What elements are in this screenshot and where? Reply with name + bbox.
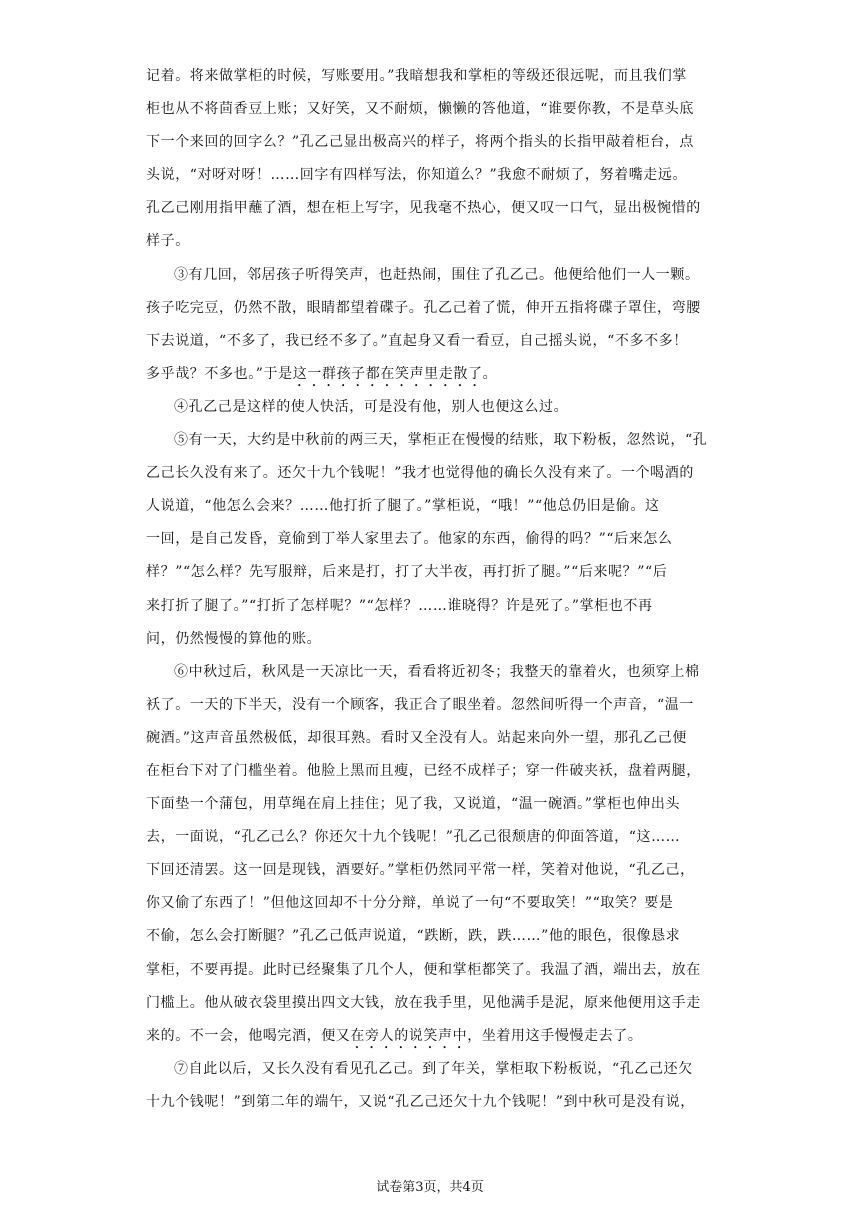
text-span: 多乎哉？不多也。”于是 [146, 365, 293, 382]
text-line: 问，仍然慢慢的算他的账。 [146, 630, 322, 647]
text-span: 。 [482, 365, 498, 382]
paragraph-5-start: ⑤有一天，大约是中秋前的两三天，掌柜正在慢慢的结账，取下粉板，忽然说，“孔 [174, 432, 708, 449]
text-line: 乙己长久没有来了。还欠十九个钱呢！”我才也觉得他的确长久没有来了。一个喝酒的 [146, 465, 694, 482]
text-line: 下去说道，“不多了，我已经不多了。”直起身又看一看豆，自己摇头说，“不多不多！ [146, 332, 688, 349]
text-line: 去，一面说，“孔乙己么？你还欠十九个钱呢！”孔乙己很颓唐的仰面答道，“这…… [146, 829, 681, 846]
text-line: 袄了。一天的下半天，没有一个顾客，我正合了眼坐着。忽然间听得一个声音，“温一 [146, 696, 694, 713]
paragraph-6-start: ⑥中秋过后，秋风是一天凉比一天，看看将近初冬；我整天的靠着火，也须穿上棉 [174, 663, 700, 680]
text-line: 孔乙己刚用指甲蘸了酒，想在柜上写字，见我毫不热心，便又叹一口气，显出极惋惜的 [146, 200, 701, 217]
emphasized-phrase: 这一群孩子都在笑声里走散了 [292, 365, 483, 382]
paragraph-4-start: ④孔乙己是这样的使人快活，可是没有他，别人也便这么过。 [174, 398, 569, 415]
text-line: 头说，“对呀对呀！……回字有四样写法，你知道么？”我愈不耐烦了，努着嘴走远。 [146, 167, 688, 184]
text-line [146, 358, 714, 391]
text-line: 样？”“怎么样？先写服辩，后来是打，打了大半夜，再打折了腿。”“后来呢？”“后 [146, 564, 668, 581]
text-line: 下一个来回的回字么？”孔乙己显出极高兴的样子，将两个指头的长指甲敲着柜台，点 [146, 134, 694, 151]
text-line: 记着。将来做掌柜的时候，写账要用。”我暗想我和掌柜的等级还很远呢，而且我们掌 [146, 68, 687, 84]
emphasized-phrase: 在旁人的说笑声中 [350, 1027, 468, 1044]
text-line: 下面垫一个蒲包，用草绳在肩上挂住；见了我，又说道，“温一碗酒。”掌柜也伸出头 [146, 796, 681, 813]
text-line: 碗酒。”这声音虽然极低，却很耳熟。看时又全没有人。站起来向外一望，那孔乙己便 [146, 729, 687, 746]
paragraph-7-start: ⑦自此以后，又长久没有看见孔乙己。到了年关，掌柜取下粉板说，“孔乙己还欠 [174, 1060, 693, 1077]
page-footer: 试卷第3页，共4页 [376, 1180, 484, 1195]
text-line: 在柜台下对了门槛坐着。他脸上黑而且瘦，已经不成样子；穿一件破夹袄，盘着两腿， [146, 762, 701, 779]
text-line: 掌柜，不要再提。此时已经聚集了几个人，便和掌柜都笑了。我温了酒，端出去，放在 [146, 961, 701, 978]
text-line: 人说道，“他怎么会来？……他打折了腿了。”掌柜说，“哦！”“他总仍旧是偷。这 [146, 498, 660, 515]
text-line: 不偷，怎么会打断腿？”孔乙己低声说道，“跌断，跌，跌……”他的眼色，很像恳求 [146, 928, 681, 945]
text-span: 来的。不一会，他喝完酒，便又 [146, 1027, 351, 1044]
text-span: ，坐着用这手慢慢走去了。 [467, 1027, 643, 1044]
passage-text [146, 60, 714, 1119]
text-line: 来打折了腿了。”“打折了怎样呢？”“怎样？……谁晓得？许是死了。”掌柜也不再 [146, 597, 653, 614]
paragraph-3-start: ③有几回，邻居孩子听得笑声，也赶热闹，围住了孔乙己。他便给他们一人一颗。 [174, 266, 700, 283]
text-line: 柜也从不将茴香豆上账；又好笑，又不耐烦，懒懒的答他道，“谁要你教，不是草头底 [146, 101, 694, 118]
text-line [146, 1020, 714, 1053]
text-line: 样子。 [146, 233, 190, 250]
text-line: 门槛上。他从破衣袋里摸出四文大钱，放在我手里，见他满手是泥，原来他便用这手走 [146, 994, 701, 1011]
text-line: 下回还清罢。这一回是现钱，酒要好。”掌柜仍然同平常一样，笑着对他说，“孔乙己， [146, 862, 695, 879]
text-line: 孩子吃完豆，仍然不散，眼睛都望着碟子。孔乙己着了慌，伸开五指将碟子罩住，弯腰 [146, 299, 701, 316]
text-line: 十九个钱呢！”到第二年的端午，又说“孔乙己还欠十九个钱呢！”到中秋可是没有说， [146, 1093, 695, 1110]
text-line: 一回，是自己发昏，竟偷到丁举人家里去了。他家的东西，偷得的吗？”“后来怎么 [146, 531, 673, 548]
text-line: 你又偷了东西了！”但他这回却不十分分辩，单说了一句“不要取笑！”“取笑？要是 [146, 895, 674, 912]
